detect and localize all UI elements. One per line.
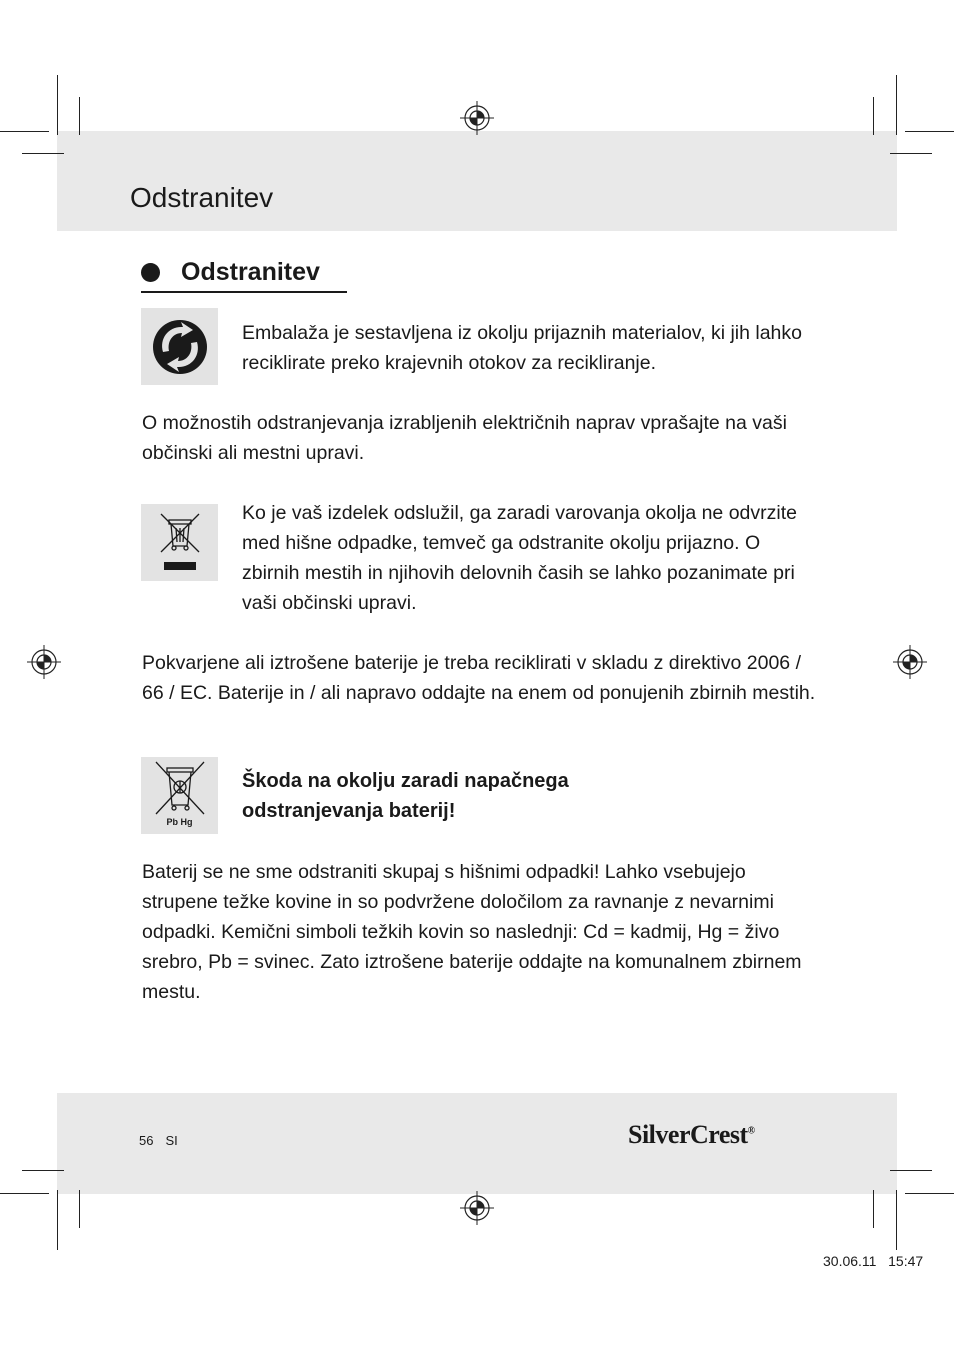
registration-mark-icon (893, 645, 927, 679)
crop-mark (22, 153, 64, 154)
crop-mark (0, 131, 49, 132)
print-date: 30.06.11 (823, 1253, 877, 1269)
page-title: Odstranitev (130, 182, 274, 213)
crop-mark (79, 1190, 80, 1228)
print-time: 15:47 (888, 1253, 924, 1269)
crossed-out-battery-bin-icon (141, 757, 218, 819)
page-number-value: 56 (139, 1133, 154, 1148)
crop-mark (57, 1190, 58, 1250)
heading-underline (141, 291, 347, 293)
crop-mark (896, 1190, 897, 1250)
recycle-icon-box (141, 308, 218, 385)
crop-mark (873, 97, 874, 135)
registration-mark-icon (460, 101, 494, 135)
crop-mark (22, 1170, 64, 1171)
bullet-dot (141, 263, 160, 282)
weee-icon-box (141, 504, 218, 581)
page-number (139, 1133, 190, 1148)
section-heading-text: Odstranitev (181, 258, 320, 286)
product-paragraph: Ko je vaš izdelek odslužil, ga zaradi varovanja okolja ne odvrzite med hišne odpadke, temveč ga odstranite okolju prijazno. O zbirnih mestih in njihovih delovnih časih se lahko pozanimate pri vaši občinski upravi. (242, 502, 797, 614)
battery-icon-label: Pb Hg (166, 817, 193, 827)
crossed-out-wheelie-bin-icon (141, 504, 218, 581)
brand-logo (628, 1120, 755, 1150)
crop-mark (57, 75, 58, 135)
packaging-paragraph: Embalaža je sestavljena iz okolju prijaznih materialov, ki jih lahko reciklirate preko krajevnih otokov za recikliranje. (242, 322, 802, 374)
crop-mark (905, 131, 954, 132)
crop-mark (890, 1170, 932, 1171)
heavy-metals-paragraph: Baterij se ne sme odstraniti skupaj s hišnimi odpadki! Lahko vsebujejo strupene težke kovine in so podvržene določilom za ravnanje z nevarnimi odpadki. Kemični simboli težkih kovin so naslednji: Cd = kadmij, Hg = živo srebro, Pb = svinec. Zato iztrošene baterije oddajte na komunalnem zbirnem mestu. (142, 861, 802, 1003)
crop-mark (0, 1193, 49, 1194)
batteries-paragraph: Pokvarjene ali iztrošene baterije je treba reciklirati v skladu z direktivo 2006 / 66 / EC. Baterije in / ali napravo oddajte na enem od ponujenih zbirnih mestih. (142, 652, 816, 704)
print-stamp (823, 1253, 923, 1269)
section-heading (141, 254, 320, 290)
brand-registered-mark: ® (747, 1125, 755, 1137)
crop-mark (896, 75, 897, 135)
crop-mark (905, 1193, 954, 1194)
language-code: SI (165, 1133, 178, 1148)
recycle-icon (141, 308, 218, 385)
brand-name: SilverCrest (628, 1120, 748, 1149)
battery-warning-heading: Škoda na okolju zaradi napačnega odstranjevanja baterij! (242, 770, 569, 822)
registration-mark-icon (460, 1191, 494, 1225)
registration-mark-icon (27, 645, 61, 679)
crop-mark (890, 153, 932, 154)
crop-mark (79, 97, 80, 135)
crop-mark (873, 1190, 874, 1228)
inquire-paragraph: O možnostih odstranjevanja izrabljenih električnih naprav vprašajte na vaši občinski ali mestni upravi. (142, 412, 787, 464)
battery-icon-box (141, 757, 218, 834)
